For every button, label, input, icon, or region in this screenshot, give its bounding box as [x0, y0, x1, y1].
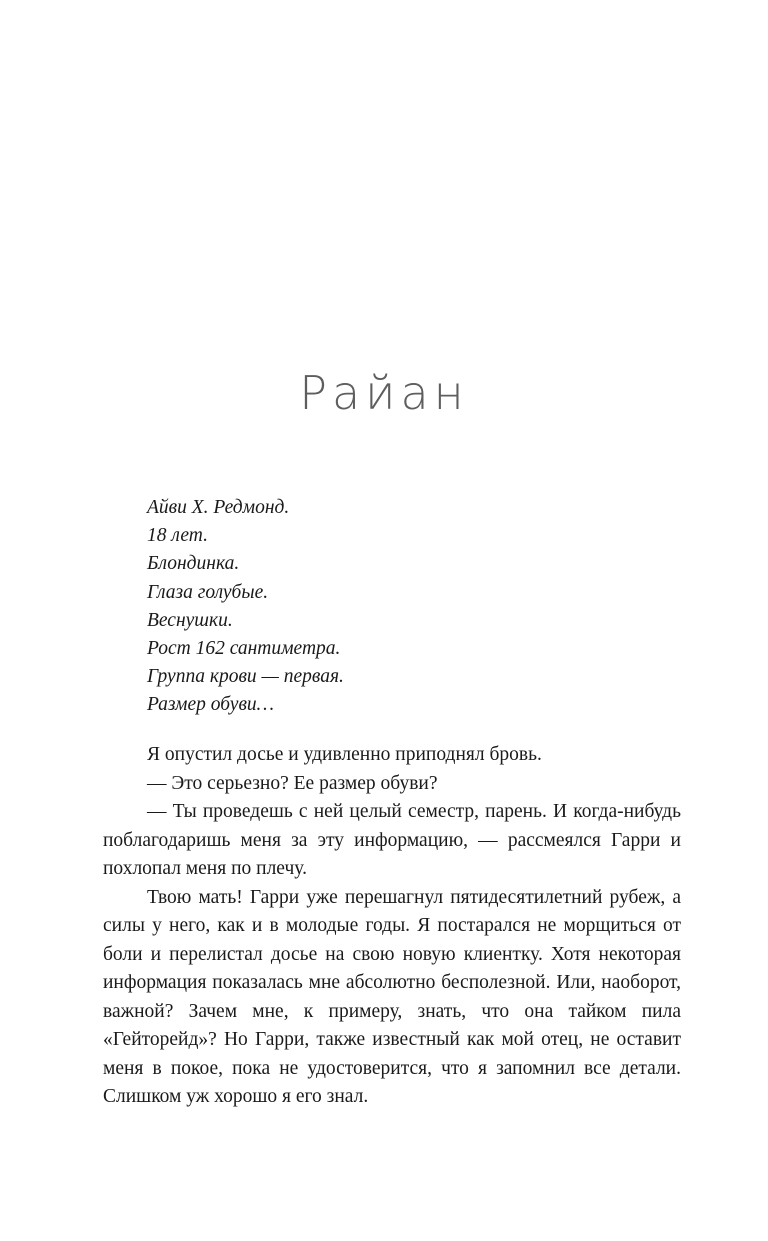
body-text [103, 741, 681, 1112]
dossier-list [147, 494, 687, 720]
paragraph: — Это серьезно? Ее размер обуви? [147, 772, 438, 794]
chapter-title: Райан [299, 366, 469, 420]
dossier-line-age: 18 лет. [147, 525, 208, 547]
dossier-line-eyes: Глаза голубые. [147, 581, 269, 603]
dossier-line-height: Рост 162 сантиметра. [147, 638, 341, 660]
paragraph: Твою мать! Гарри уже перешагнул пятидесятилетний рубеж, а силы у него, как и в молодые годы. Я постарался не морщиться от боли и перелистал досье на свою новую клиентку. Хотя некоторая информация показалась мне абсолютно бесполезной. Или, наоборот, важной? Зачем мне, к примеру, знать, что она тайком пила «Гейторейд»? Но Гарри, также известный как мой отец, не оставит меня в покое, пока не удостоверится, что я запомнил все детали. Слишком уж хорошо я его знал. [103, 886, 681, 1107]
dossier-line-shoe-size: Размер обуви… [147, 694, 275, 716]
dossier-line-blood-type: Группа крови — первая. [147, 666, 344, 688]
paragraph: — Ты проведешь с ней целый семестр, парень. И когда-нибудь поблагодаришь меня за эту информацию, — рассмеялся Гарри и похлопал меня по плечу. [103, 801, 681, 879]
paragraph: Я опустил досье и удивленно приподнял бровь. [147, 744, 542, 765]
dossier-line-name: Айви Х. Редмонд. [147, 497, 290, 518]
dossier-line-hair: Блондинка. [147, 553, 240, 575]
dossier-line-freckles: Веснушки. [147, 609, 233, 631]
